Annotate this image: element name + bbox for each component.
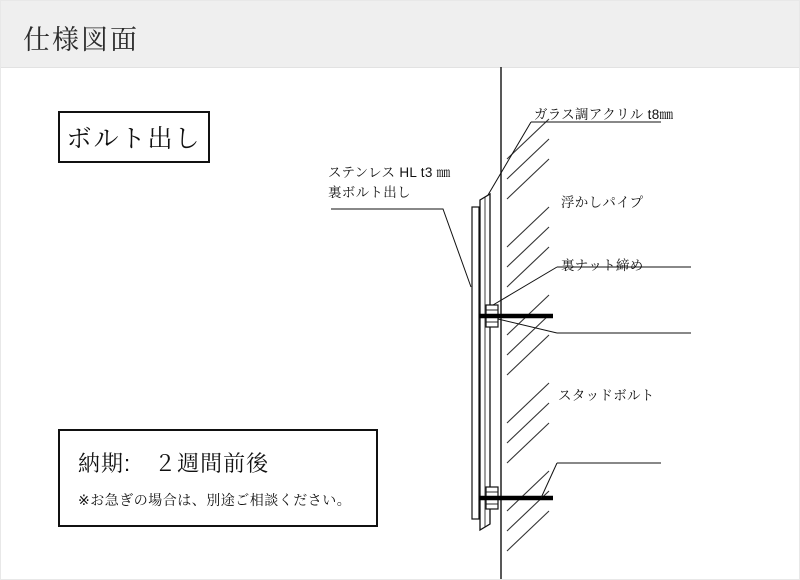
stainless-plate (472, 207, 479, 519)
wall-hatching (507, 119, 549, 551)
callout-pipe-label: 浮かしパイプ (561, 195, 644, 210)
delivery-note-text: ※お急ぎの場合は、別途ご相談ください。 (78, 491, 352, 508)
title-box-text: ボルト出し (66, 125, 202, 153)
cross-section-drawing (1, 67, 800, 580)
delivery-term-text: 納期: ２週間前後 (78, 450, 270, 476)
leader-nut (498, 319, 691, 333)
callout-stainless-line2: 裏ボルト出し (328, 185, 411, 201)
acrylic-panel (480, 194, 490, 530)
leader-acrylic (488, 122, 661, 195)
callout-stainless-line1: ステンレス HL t3 ㎜ (328, 165, 451, 180)
leader-stainless (331, 209, 471, 287)
page-title: 仕様図面 (23, 25, 139, 55)
lower-fixing-assembly (479, 487, 553, 509)
header-band (1, 1, 800, 68)
callout-stud-label: スタッドボルト (558, 388, 655, 403)
callout-acrylic-label: ガラス調アクリル t8㎜ (534, 107, 674, 122)
callout-nut-label: 裏ナット締め (561, 258, 644, 273)
leader-stud (541, 463, 661, 498)
